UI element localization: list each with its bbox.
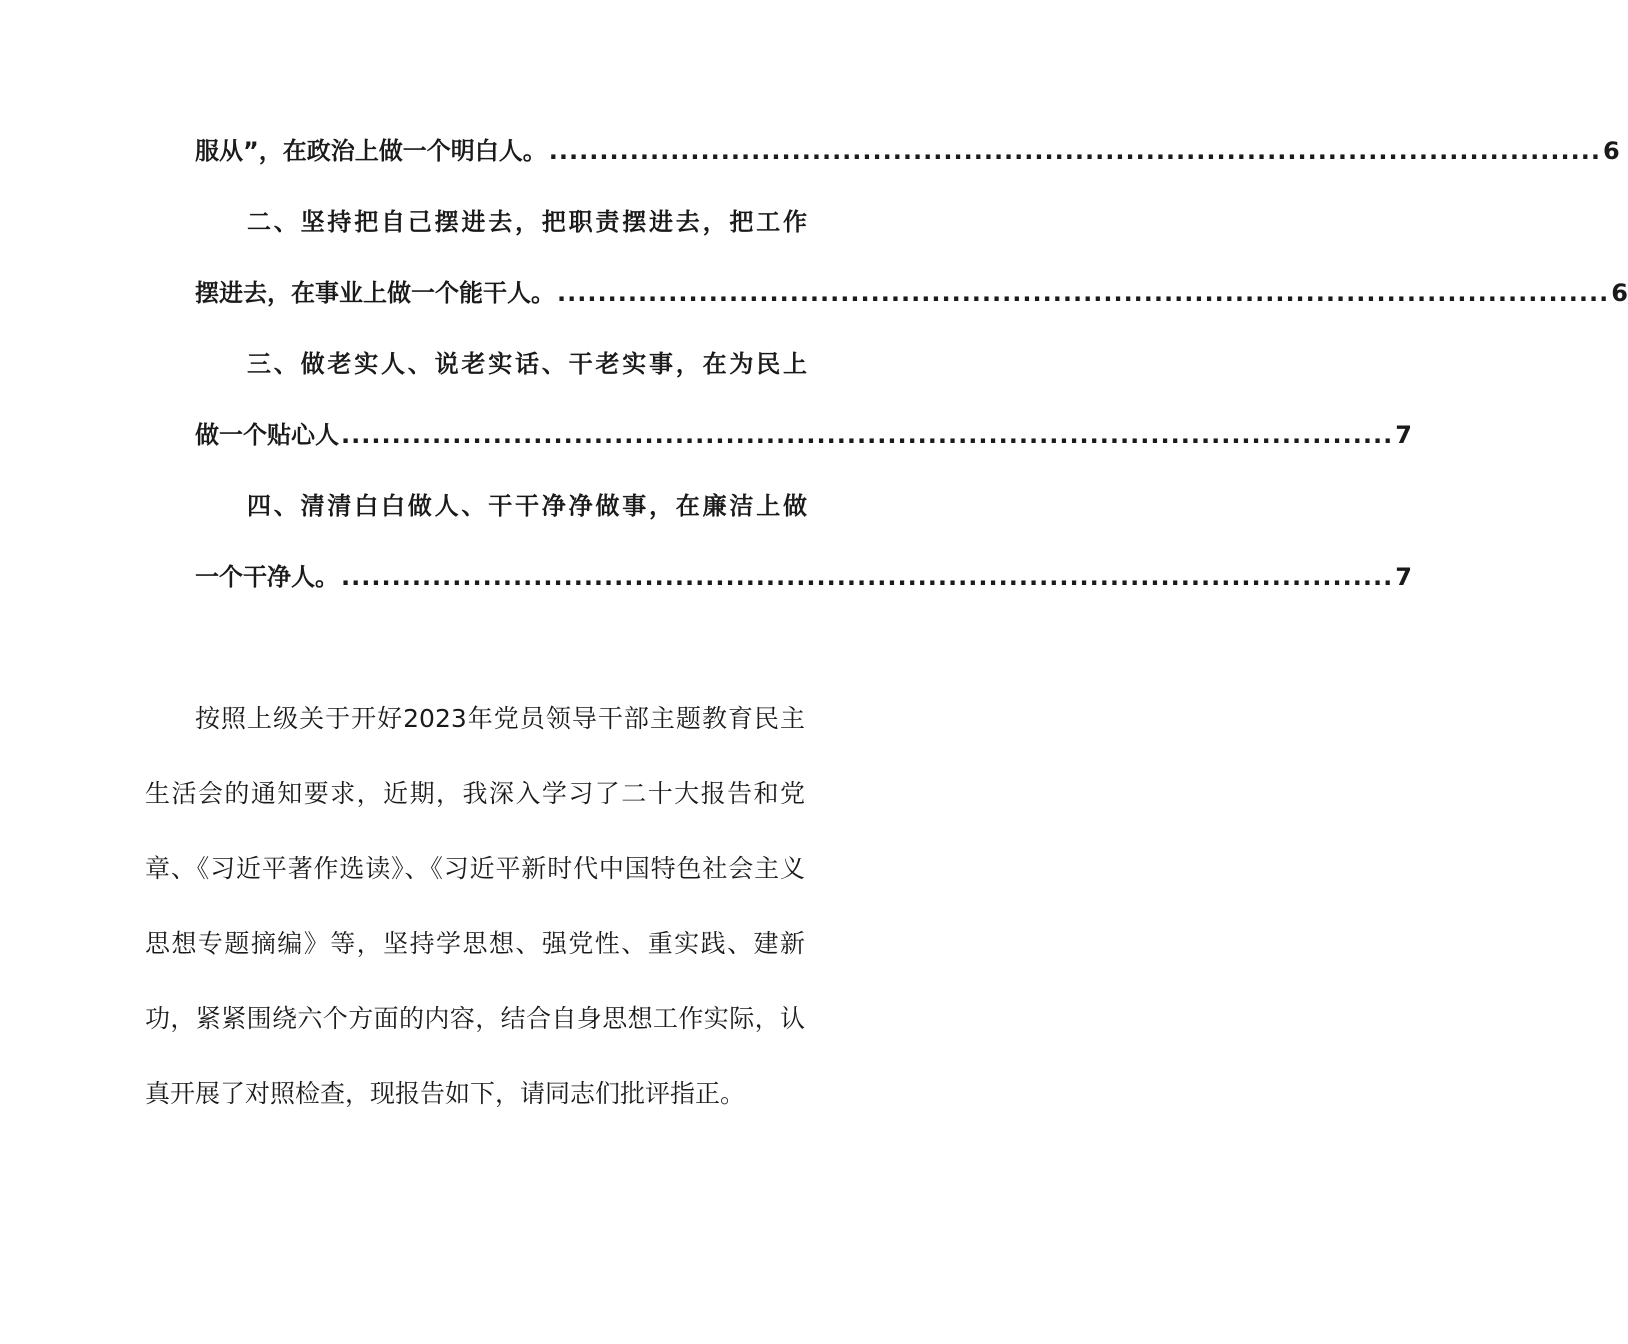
toc-entry-text: 一个干净人。 (195, 563, 339, 591)
toc-entry-2-line-2[interactable] (195, 266, 1628, 337)
toc-page-number: 7 (1395, 421, 1412, 449)
toc-page-number: 7 (1395, 563, 1412, 591)
body-paragraph: 按照上级关于开好2023年党员领导干部主题教育民主生活会的通知要求，近期，我深入学习了二十大报告和党章、《习近平著作选读》、《习近平新时代中国特色社会主义思想专题摘编》等，坚持学思想、强党性、重实践、建新功，紧紧围绕六个方面的内容，结合自身思想工作实际，认真开展了对照检查，现报告如下，请同志们批评指正。 (145, 704, 805, 1108)
toc-entry-4-line-1[interactable] (195, 479, 807, 550)
toc-entry-text: 四、清清白白做人、干干净净做事，在廉洁上做 (247, 492, 807, 520)
toc-leader-dots: ........................................................................................................ (341, 421, 1394, 449)
toc-entry-1-line[interactable] (195, 124, 1620, 195)
toc-leader-dots: ........................................................................................................ (557, 279, 1610, 307)
toc-entry-text: 三、做老实人、说老实话、干老实事，在为民上 (247, 350, 807, 378)
toc-entry-text: 摆进去，在事业上做一个能干人。 (195, 279, 555, 307)
toc-entry-4-line-2[interactable] (195, 550, 1412, 621)
toc-entry-text: 二、坚持把自己摆进去，把职责摆进去，把工作 (247, 208, 807, 236)
toc-leader-dots: ........................................................................................................ (341, 563, 1394, 591)
toc-leader-dots: ........................................................................................................ (548, 137, 1601, 165)
table-of-contents (195, 124, 1628, 621)
toc-entry-text: 服从”，在政治上做一个明白人。 (195, 137, 547, 165)
toc-entry-3-line-1[interactable] (195, 337, 807, 408)
toc-entry-2-line-1[interactable] (195, 195, 807, 266)
toc-entry-text: 做一个贴心人 (195, 421, 339, 449)
toc-page-number: 6 (1602, 137, 1620, 165)
toc-entry-3-line-2[interactable] (195, 408, 1412, 479)
toc-page-number: 6 (1611, 279, 1628, 307)
